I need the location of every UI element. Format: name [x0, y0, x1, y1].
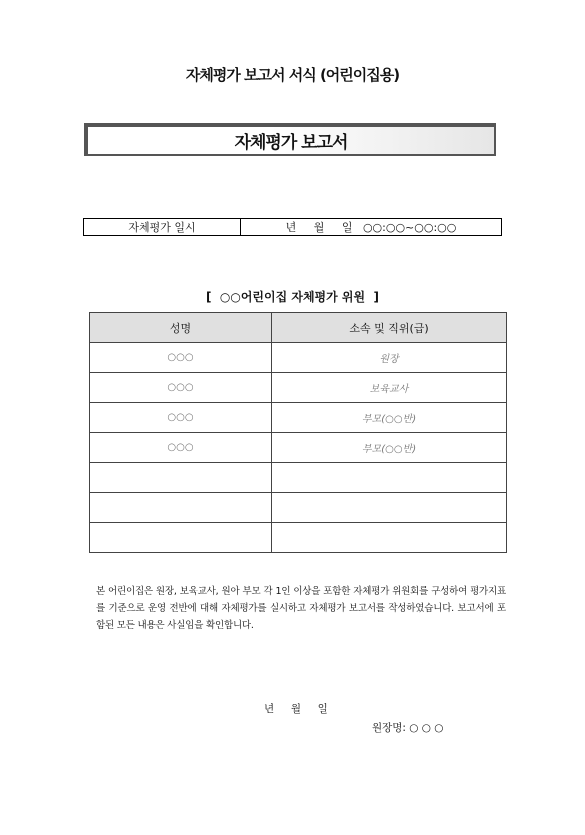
table-row [90, 433, 507, 463]
member-name [90, 493, 272, 523]
member-name [90, 523, 272, 553]
member-position [272, 523, 507, 553]
director-signature: 원장명: ○ ○ ○ [372, 722, 444, 734]
table-row [90, 373, 507, 403]
table-row [90, 463, 507, 493]
table-row [90, 493, 507, 523]
member-name: ○○○ [90, 343, 272, 373]
table-row [90, 523, 507, 553]
member-position: 부모(○○반) [272, 403, 507, 433]
table-row [90, 403, 507, 433]
evaluation-date-label: 자체평가 일시 [84, 219, 241, 235]
signature-date: 년 월 일 [264, 703, 328, 715]
member-position: 보육교사 [272, 373, 507, 403]
header-name: 성명 [90, 313, 272, 343]
report-title: 자체평가 보고서 [234, 133, 348, 153]
member-position: 원장 [272, 343, 507, 373]
report-title-box [84, 123, 496, 156]
evaluation-date-table [83, 218, 502, 236]
committee-members-table [89, 312, 507, 553]
confirmation-statement: 본 어린이집은 원장, 보육교사, 원아 부모 각 1인 이상을 포함한 자체평가 위원회를 구성하여 평가지표를 기준으로 운영 전반에 대해 자체평가를 실시하고 자체평가 보고서를 작성하였습니다. 보고서에 포함된 모든 내용은 사실임을 확인합니다. [96, 586, 506, 631]
member-name [90, 463, 272, 493]
evaluation-date-value: 년 월 일 ○○:○○~○○:○○ [285, 221, 457, 234]
member-name: ○○○ [90, 403, 272, 433]
member-position [272, 493, 507, 523]
member-position: 부모(○○반) [272, 433, 507, 463]
header-position: 소속 및 직위(급) [272, 313, 507, 343]
table-header-row [90, 313, 507, 343]
committee-title: [ ○○어린이집 자체평가 위원 ] [206, 290, 379, 304]
member-name: ○○○ [90, 433, 272, 463]
table-row [90, 343, 507, 373]
member-name: ○○○ [90, 373, 272, 403]
document-header-title: 자체평가 보고서 서식 (어린이집용) [185, 66, 400, 84]
member-position [272, 463, 507, 493]
